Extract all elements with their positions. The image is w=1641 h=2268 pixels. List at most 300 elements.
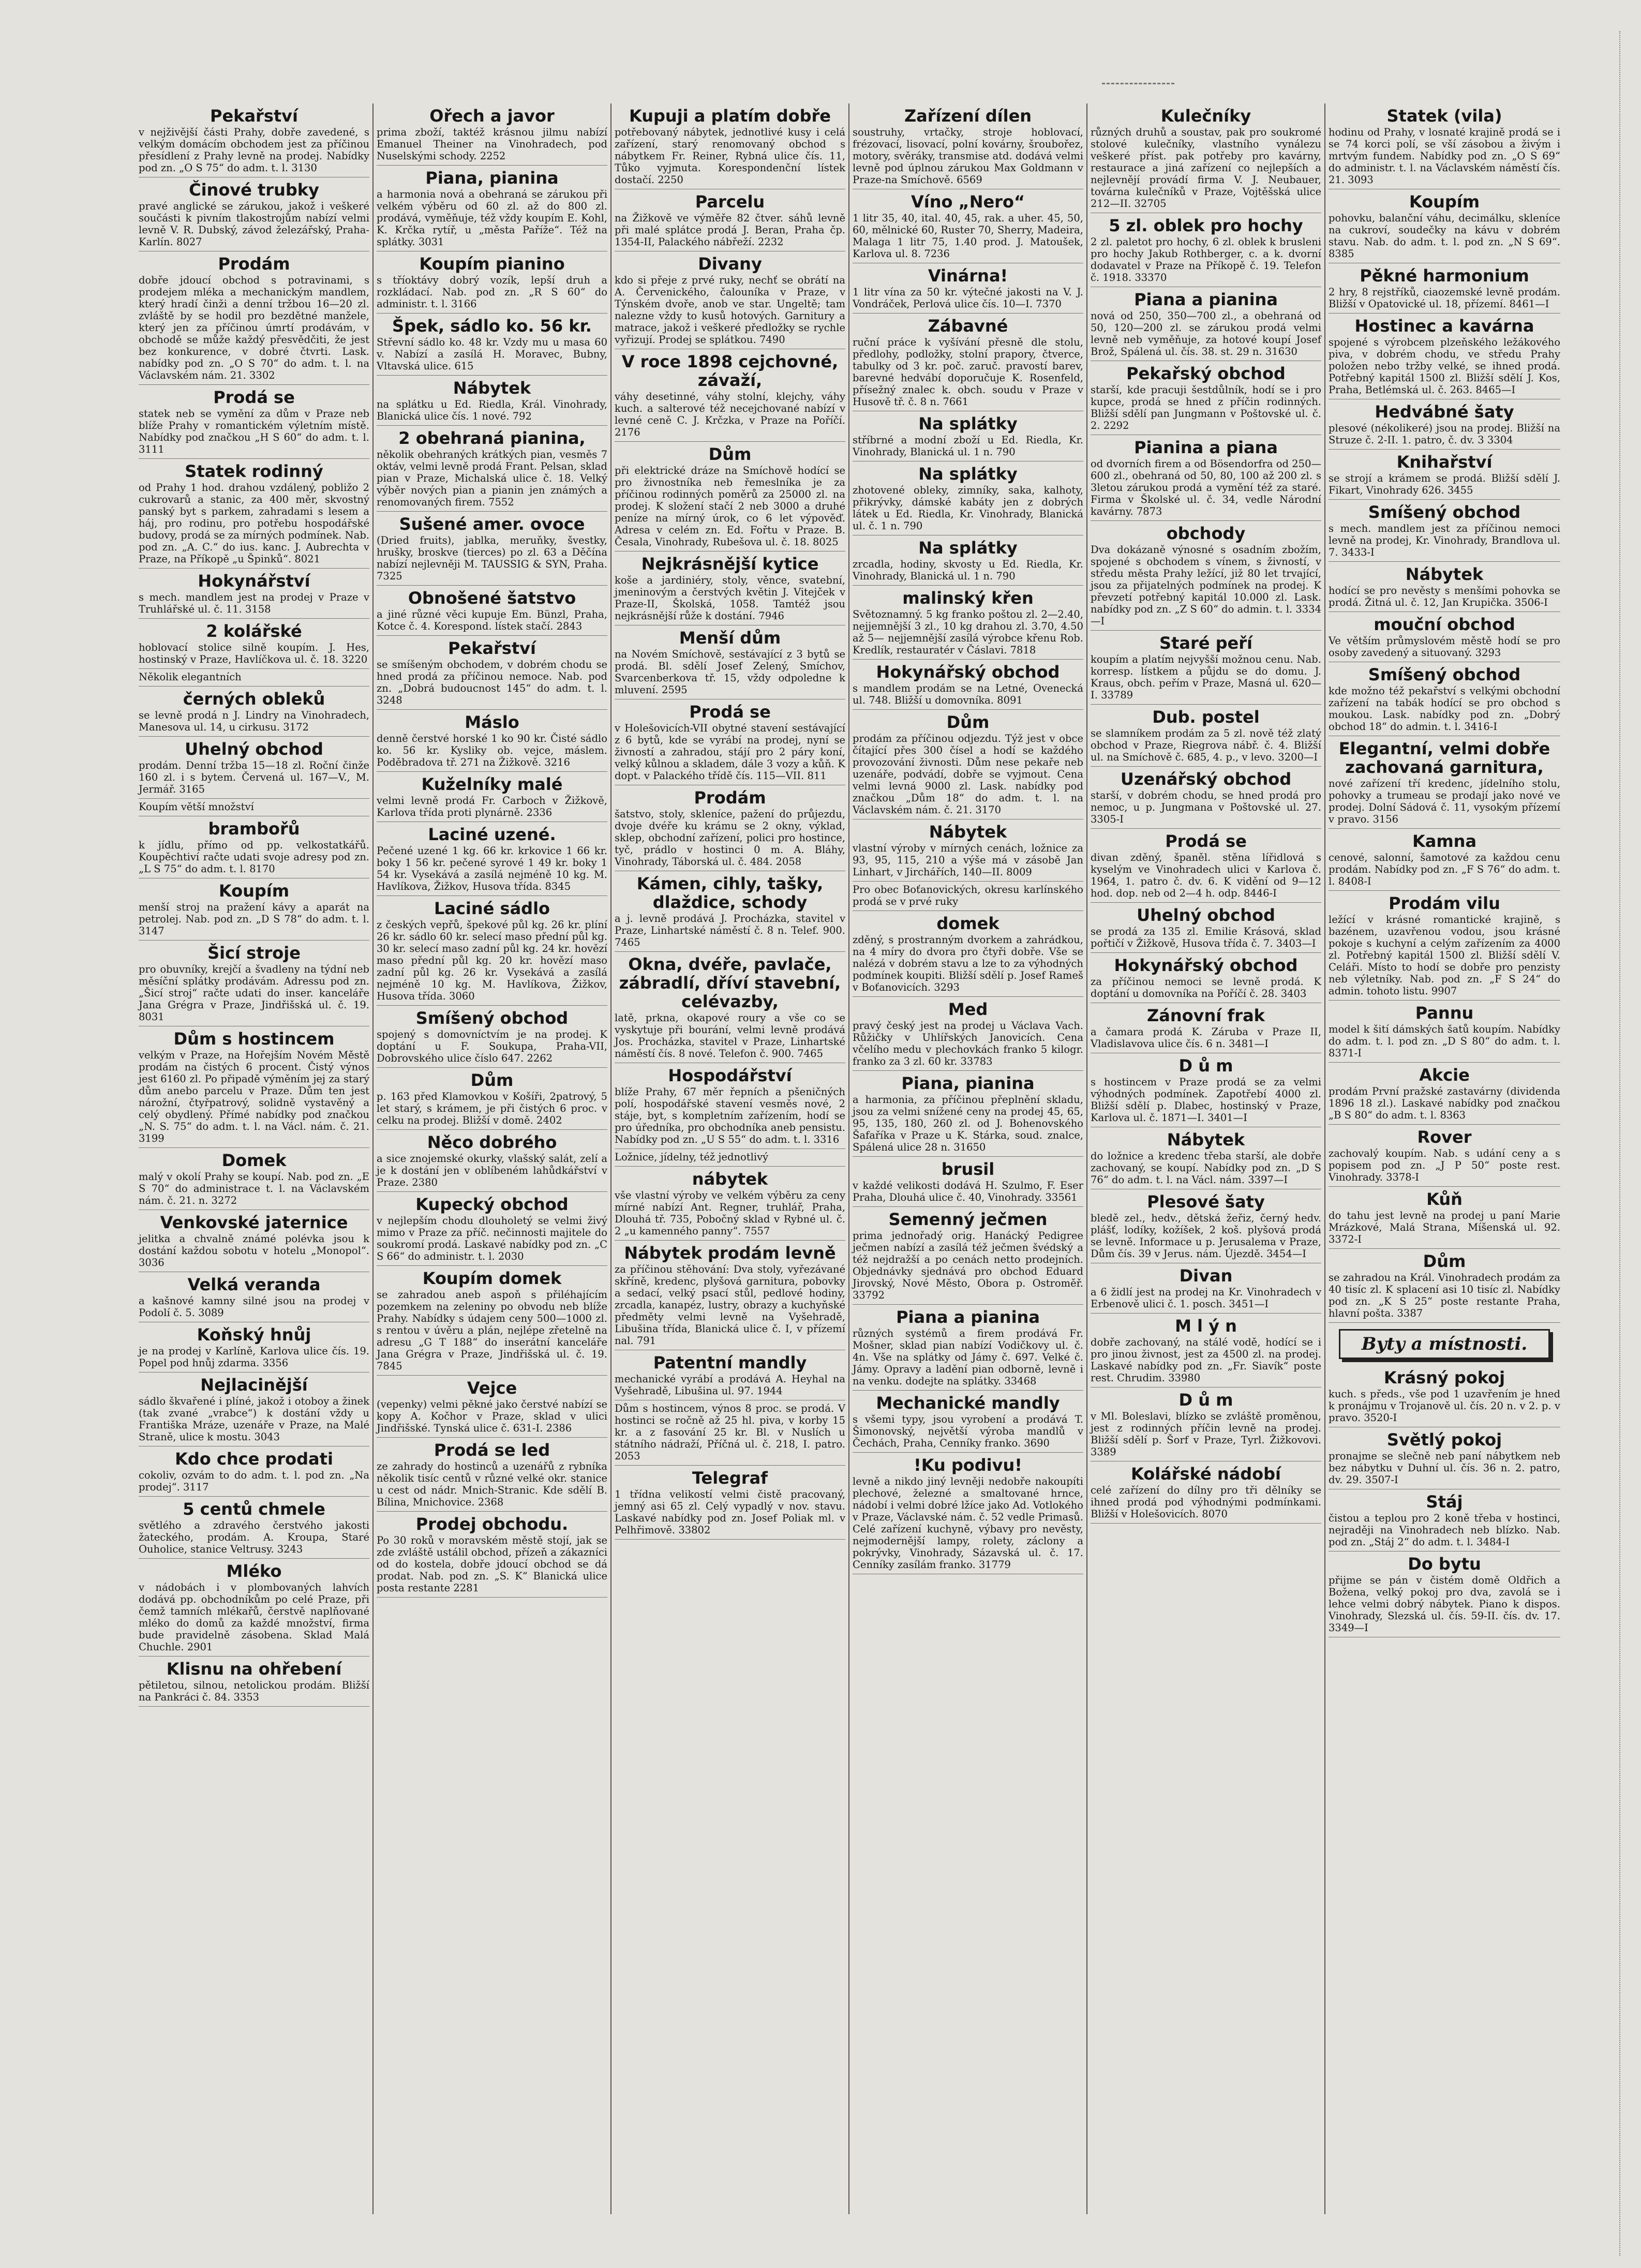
- ad-heading: 5 centů chmele: [183, 1499, 325, 1519]
- ad-heading: Staré peří: [1159, 633, 1252, 653]
- ad-heading: Špek, sádlo ko. 56 kr.: [392, 316, 592, 336]
- ad-heading: Koňský hnůj: [197, 1325, 311, 1345]
- ad-heading: Pekařský obchod: [1126, 364, 1286, 383]
- ad-text: velkým v Praze, na Hořejším Novém Městě prodám na čistých 6 procent. Čistý výnos jest 6160 zl. Po připadě výměním jej za starý dům anebo parcelu v Praze. Dům ten jest nárožní, čtyřpatrový, solidně vystavěný a celý obydlený. Přímé nabídky pod značkou „N. S. 75“ do adm. t. l. na Václ. nám. č. 21. 3199: [139, 1049, 369, 1144]
- classified-ad: [139, 1446, 369, 1497]
- ad-heading: Dům s hostincem: [173, 1029, 335, 1049]
- ad-text: nové zařízení tří kredenc, jídelního stolu, pohovky a trumeau se prodají jako nové ve prodej. Dolní Sádová č. 11, vysokým přízemí v pravo. 3156: [1329, 778, 1560, 825]
- ad-heading: Knihařství: [1396, 452, 1493, 472]
- classified-ad: [1091, 1127, 1321, 1189]
- ad-text: a sice znojemské okurky, vlašský salát, zelí a je k dostání jen v oblíbeném lahůdkářství v Praze. 2380: [377, 1153, 607, 1188]
- ad-heading: Laciné uzené.: [428, 825, 556, 844]
- ad-text: a j. levně prodává J. Procházka, stavitel v Praze, Linhartské náměstí č. 8 n. Telef. 900. 7465: [615, 913, 845, 948]
- ad-heading: Koupím: [218, 881, 290, 901]
- ad-heading: Dům: [708, 444, 752, 464]
- classified-ad: [615, 1167, 845, 1241]
- ad-heading: Nábytek: [929, 822, 1007, 842]
- ad-text: v nádobách i v plombovaných lahvích dodává pp. obchodníkům po celé Praze, při čemž tamních mlékařů, čerstvě naplňované mléko do domů za každé množství, firma bude pravidelně zásobena. Sklad Malá Chuchle. 2901: [139, 1581, 369, 1653]
- classified-ad: [853, 103, 1083, 189]
- classified-ad: [615, 1241, 845, 1350]
- ad-text: pro obuvníky, krejčí a švadleny na týdní neb měsíční splátky prodávám. Adressu pod zn. „Šicí stroj“ račte udati do inser. kanceláře Jana Grégra v Praze, Jindřišská ul. č. 19. 8031: [139, 963, 369, 1023]
- ad-text: do tahu jest levně na prodej u paní Marie Mrázkové, Malá Strana, Míšenská ul. 92. 3372-I: [1329, 1210, 1560, 1245]
- ad-heading: Divan: [1179, 1266, 1233, 1286]
- classified-ad: [1329, 1365, 1560, 1427]
- ad-text: potřebovaný nábytek, jednotlivé kusy i celá zařízení, starý renomovaný obchod s nábytkem Fr. Reiner, Rybná ulice čís. 11, Tůko vyjmuta. Korespondenční lístek dostačí. 2250: [615, 126, 845, 186]
- ad-text: Dva dokázaně výnosné s osadním zbožím, spojené s obchodem s vínem, s živností, v středu města Prahy ležící, již 80 let trvající, jsou za přijatelných podmínek na prodej. K převzetí potřebný kapitál 10.000 zl. Lask. nabídky pod zn. „Z S 60“ do admin. t. l. 3334—I: [1091, 544, 1321, 627]
- classified-ad: [1091, 213, 1321, 287]
- ad-text: za příčinou stěhování: Dva stoly, vyřezávané skříně, kredenc, plyšová garnitura, pobovky a sedací, velký psací stůl, pedlové hodiny, zrcadla, kanapéz, lustry, obrazy a kuchyňské předměty velmi levně na Vyšehradě, Libušina třída, Blanická ulice č. I, v přízemí nal. 791: [615, 1263, 845, 1347]
- ad-text: model k šití dámských šatů koupím. Nabídky do adm. t. l. pod zn. „D S 80“ do adm. t. l. 8371-I: [1329, 1023, 1560, 1059]
- classified-ad: [615, 952, 845, 1063]
- ad-text: se zahradou na Král. Vinohradech prodám za 40 tisíc zl. K splacení asi 10 tisíc zl. Nabídky pod zn. „K S 25“ poste restante Praha, hlavní pošta. 3387: [1329, 1272, 1560, 1319]
- ad-heading: Pekařství: [448, 638, 536, 658]
- ad-text: spojený s domovníctvím je na prodej. K doptání u F. Soukupa, Praha-VII, Dobrovského ulice číslo 647. 2262: [377, 1028, 607, 1064]
- ad-heading: Domek: [221, 1151, 287, 1170]
- classified-ad: [377, 772, 607, 822]
- ad-text: pohovku, balanční váhu, decimálku, skleníce na cukroví, soudečky na kávu v dobrém stavu. Nab. do adm. t. l. pod zn. „N S 69“. 8385: [1329, 212, 1560, 260]
- classified-ad: [1091, 521, 1321, 631]
- ad-text: (vepenky) velmi pěkné jako čerstvé nabízí se kopy A. Kočhor v Praze, sklad v ulici Jindřišské. Tynská ulice č. 631-I. 2386: [377, 1398, 607, 1434]
- ad-text: p. 163 před Klamovkou v Košíři, 2patrový, 5 let starý, s krámem, je při čistých 6 proc. v celku na prodej. Bližší v domě. 2402: [377, 1091, 607, 1126]
- ad-heading: malinský křen: [902, 588, 1034, 608]
- ad-heading: 2 obehraná pianina,: [398, 428, 586, 448]
- classified-ad: [1091, 903, 1321, 953]
- classified-ad: [377, 1376, 607, 1438]
- classified-ad: [853, 1207, 1083, 1305]
- classified-ad: [377, 1068, 607, 1130]
- ad-heading: Hokynářství: [198, 571, 310, 591]
- ad-text: nová od 250, 350—700 zl., a obehraná od 50, 120—200 zl. se zárukou prodá velmi levně neb vyměňuje, za hotové koupí Josef Brož, Spálená ul. čís. 38. st. 29 n. 31630: [1091, 310, 1321, 357]
- ad-text: od dvorních firem a od Bösendorfra od 250—600 zl., obehraná od 50, 80, 100 až 200 zl. s 3letou zárukou prodá a vymění též za staré. Firma v Školské ul. č. 34, vedle Národní kavárny. 7873: [1091, 458, 1321, 517]
- ad-text: přijme se pán v čistém domě Oldřich a Božena, velký pokoj pro dva, zavolá se i lehce velmi dobrý nábytek. Piano k dispos. Vinohrady, Slezská ul. čís. 59-II. čís. dv. 17. 3349—I: [1329, 1574, 1560, 1634]
- classified-ad: [853, 586, 1083, 660]
- ad-heading: Dům: [470, 1070, 514, 1090]
- ad-heading: Menší dům: [679, 628, 781, 648]
- ad-text: Ve větším průmyslovém městě hodí se pro osoby zavedený a situovaný. 3293: [1329, 635, 1560, 659]
- ad-heading: Obnošené šatstvo: [408, 588, 576, 608]
- column-5: [1087, 103, 1325, 2214]
- column-2: [374, 103, 611, 2214]
- ad-heading: Dům: [946, 712, 990, 732]
- classified-ad: [377, 586, 607, 636]
- classified-ad: [139, 1559, 369, 1657]
- ad-heading: Pěkné harmonium: [1360, 266, 1529, 286]
- ad-text: v nejživější části Prahy, dobře zavedené, s velkým domácím obchodem jest za příčinou přesídlení z Prahy levně na prodej. Nabídky pod zn. „O S 75“ do adm. t. l. 3130: [139, 126, 369, 174]
- classified-ad: [377, 166, 607, 251]
- classified-ad: [377, 1130, 607, 1192]
- ad-heading: Hokynářský obchod: [876, 662, 1060, 682]
- column-6: [1325, 103, 1563, 2214]
- classified-ad: [377, 822, 607, 896]
- ad-heading: Mechanické mandly: [876, 1393, 1060, 1413]
- ad-heading: Koupím domek: [422, 1269, 562, 1288]
- ad-heading: Med: [948, 999, 988, 1019]
- classified-ad: [139, 103, 369, 177]
- classified-ad: [139, 1372, 369, 1446]
- ad-heading: Světlý pokoj: [1386, 1430, 1502, 1450]
- ad-text: různých druhů a soustav, pak pro soukromé stolové kulečníky, vlastního vynálezu veškeré příst. pak potřeby pro kavárny, restaurace a jiná zařízení co nejlepších a nejlevnějí provádí firma V. J. Neubauer, továrna kulečníků v Praze, Vojtěšská ulice 212—II. 32705: [1091, 126, 1321, 210]
- ad-heading: Mléko: [226, 1561, 282, 1581]
- ad-heading: Uhelný obchod: [1137, 905, 1275, 925]
- ad-heading: Zábavné: [928, 316, 1008, 336]
- ad-heading: Na splátky: [918, 538, 1018, 558]
- classified-ad: [615, 785, 845, 871]
- classified-ad: [853, 710, 1083, 819]
- ad-text: Pro obec Boťanovických, okresu karlínského prodá se v prvé ruky: [853, 884, 1083, 907]
- ad-heading: Nejlacinější: [200, 1375, 308, 1395]
- classified-ad: [615, 551, 845, 625]
- ad-heading: D ů m: [1178, 1390, 1233, 1410]
- ad-text: se strojí a krámem se prodá. Bližší sdělí J. Fikart, Vinohrady 626. 3455: [1329, 472, 1560, 496]
- ad-heading: Hokynářský obchod: [1114, 956, 1298, 975]
- classified-ad: [853, 660, 1083, 710]
- ad-heading: Kuželníky malé: [421, 774, 563, 794]
- ad-text: s tříoktávy dobrý vozík, lepší druh a rozkládací. Nab. pod zn. „R S 60“ do administr. t. l. 3166: [377, 274, 607, 310]
- ad-text: s mech. mandlem jest za příčinou nemoci levně na prodej, Kr. Vinohrady, Brandlova ul. 7. 3433-I: [1329, 523, 1560, 558]
- classified-ad: [139, 1322, 369, 1372]
- ad-heading: Ořech a javor: [429, 106, 555, 126]
- ad-heading: Pannu: [1415, 1003, 1474, 1023]
- ad-text: malý v okolí Prahy se koupí. Nab. pod zn. „E S 70“ do administrace t. l. na Václavském nám. č. 21. n. 3272: [139, 1171, 369, 1206]
- ad-heading: Rover: [1417, 1127, 1472, 1147]
- ad-heading: Smíšený obchod: [1368, 502, 1521, 522]
- ad-heading: Prodá se: [213, 387, 295, 407]
- classified-ad: [1329, 1551, 1560, 1637]
- classified-ad: [615, 442, 845, 551]
- classified-ad: [853, 997, 1083, 1071]
- classified-ad: [139, 177, 369, 251]
- page-edge: [1619, 31, 1627, 2256]
- classified-ad: [615, 349, 845, 442]
- ad-text: Ložnice, jídelny, též jednotlivý: [615, 1151, 769, 1163]
- ad-text: levně a nikdo jiný levněji nedobře nakoupíti plechové, železné a smaltované hrnce, nádobí i velmi dobré lžíce jako Ad. Votlokého v Praze, Václavské nám. č. 52 vedle Primasů. Celé zařízení kuchyně, výbavy pro nevěsty, nejmodernější lampy, rolety, záclony a pokrývky, Vinohrady, Sázavská ul. č. 17. Cenníky zasílám franko. 31779: [853, 1475, 1083, 1571]
- ad-text: hodící se pro nevěsty s menšími pohovka se prodá. Žitná ul. č. 12, Jan Krupička. 3506-I: [1329, 585, 1560, 608]
- classified-ad: [1329, 450, 1560, 500]
- ad-text: 2 hry, 8 rejstříků, ciaozemské levně prodám. Bližší v Opatovické ul. 18, přízemí. 8461—I: [1329, 286, 1560, 310]
- classified-ad: [139, 687, 369, 737]
- ad-text: pravý český jest na prodej u Václava Vach. Růžičky v Uhlířských Janovicích. Cena včelího medu v plechovkách franko 5 kilogr. franko za 3 zl. 60 kr. 33783: [853, 1020, 1083, 1067]
- classified-ad: [1091, 705, 1321, 767]
- ad-heading: Prodám: [218, 254, 290, 274]
- ad-heading: Elegantní, velmi dobře zachovaná garnitura,: [1338, 739, 1550, 777]
- ad-heading: Venkovské jaternice: [160, 1213, 348, 1232]
- classified-ad: [139, 941, 369, 1026]
- classified-ad: [853, 263, 1083, 314]
- classified-ad: [139, 619, 369, 669]
- classified-ad: [615, 625, 845, 699]
- ad-heading: Kupecký obchod: [415, 1195, 569, 1214]
- ad-text: 1 třídna velikostí velmi čistě pracovaný, jemný asi 65 zl. Celý vypadlý v nov. stavu. Laskavé nabídky pod zn. Josef Poliak ml. v Pelhřimově. 33802: [615, 1488, 845, 1536]
- ad-text: a harmonia, za příčinou přeplnění skladu, jsou za velmi snížené ceny na prodej 45, 65, 95, 135, 180, 260 zl. od J. Bohenovského Šafaříka v Praze u K. Stárka, soud. znalce, Spálená ulice 28 n. 31650: [853, 1094, 1083, 1153]
- ad-heading: Zánovní frak: [1147, 1006, 1265, 1025]
- ad-text: prodám První pražské zastavárny (dividenda 1896 18 zl.). Laskavé nabídky pod značkou „B S 80“ do adm. t. l. 8363: [1329, 1085, 1560, 1121]
- classified-ad: [139, 1026, 369, 1148]
- ad-text: (Dried fruits), jablka, meruňky, švestky, hrušky, broskve (tierces) po zl. 63 a Děčína nabízí nejlevněji M. TAUSSIG & SYN, Praha. 7325: [377, 534, 607, 582]
- ad-text: 2 zl. paletot pro hochy, 6 zl. oblek k brusleni pro hochy Jakub Rothberger, c. a k. dvorní dodavatel v Praze na Příkopě č. 19. Telefon č. 1918. 33370: [1091, 236, 1321, 284]
- classified-ad: [1329, 1125, 1560, 1187]
- classified-ad: [1091, 953, 1321, 1003]
- classified-ad: [1091, 1263, 1321, 1314]
- ad-text: spojené s výrobcem plzeňského ležákového piva, v dobrém chodu, ve středu Prahy položen nebo tržby velké, se ihned prodá. Potřebný kapitál 1500 zl. Bližší sdělí J. Kos, Praha, Betlémská ul. č. 263. 8465—I: [1329, 336, 1560, 396]
- ad-text: váhy desetinné, váhy stolní, klejchy, váhy kuch. a salterové též necejchované nabízí v levné ceně C. J. Krčzka, v Praze na Poříčí. 2176: [615, 391, 845, 438]
- ad-text: starší, kde pracuji šestdůlník, hodí se i pro kupce, prodá se hned z příčin rodinných. Bližší sdělí pan Jungmann v Poštovské ul. č. 2. 2292: [1091, 384, 1321, 431]
- ad-heading: Hospodářství: [668, 1066, 792, 1085]
- ad-text: hodinu od Prahy, v losnaté krajině prodá se i se 74 korci polí, se vší zásobou a živým i mrtvým fundem. Nabídky pod zn. „O S 69“ do administr. t. l. na Václavském náměstí čís. 21. 3093: [1329, 126, 1560, 186]
- classified-ad: [1091, 1189, 1321, 1263]
- classified-ad: [139, 251, 369, 385]
- classified-ad: [1329, 1187, 1560, 1249]
- classified-ad: [615, 103, 845, 189]
- classified-ad: [1329, 662, 1560, 736]
- ad-text: se zahradou aneb aspoň s přiléhajícím pozemkem na zeleniny po obvodu neb blíže Prahy. Nabídky s údajem ceny 500—1000 zl. s rentou v úvěru a plán, nejlépe zřetelně na adresu „G T 188“ do inserátní kanceláře Jana Grégra v Praze, Jindřišská ul. č. 19. 7845: [377, 1289, 607, 1372]
- ad-text: 1 litr 35, 40, ital. 40, 45, rak. a uher. 45, 50, 60, mělnické 60, Ruster 70, Sherry, Madeira, Malaga 1 litr 75, 1.40 prod. J. Matoušek, Karlova ul. 8. 7236: [853, 212, 1083, 260]
- ad-text: vše vlastní výroby ve velkém výběru za ceny mírné nabízí Ant. Regner, truhlář, Praha, Dlouhá tř. 735, Pobočný sklad v Rybné ul. č. 2 „u kamenného panny“. 7557: [615, 1189, 845, 1237]
- classified-ad: [853, 411, 1083, 461]
- classified-ad: [853, 1391, 1083, 1453]
- ad-text: na Žižkově ve výměře 82 čtver. sáhů levně při malé splátce prodá J. Beran, Praha čp. 1354-II, Palackého nábřeží. 2232: [615, 212, 845, 248]
- ad-heading: nábytek: [692, 1169, 768, 1189]
- ad-heading: Klisnu na ohřebení: [166, 1659, 342, 1679]
- classified-ad: [1091, 361, 1321, 435]
- classified-ad: [1329, 736, 1560, 829]
- ad-heading: Nábytek: [1405, 564, 1484, 584]
- classified-ad: [139, 1497, 369, 1559]
- ad-text: 1 litr vína za 50 kr. výtečné jakosti na V. J. Vondráček, Perlová ulice čís. 10—I. 7370: [853, 286, 1083, 310]
- ad-text: bledě zel., hedv., dětská žeřiz, černý hedv. plášť, lodíky, kožíšek, 2 koš. plyšová prodá se levně. Informace u p. Jerusalema v Praze, Dům čís. 39 v Jerus. nám. Újezdě. 3454—I: [1091, 1212, 1321, 1260]
- ad-text: Po 30 roků v moravském městě stojí, jak se zde zvláště ustálil obchod, přízeň a zákazníci od do kostela, dobře jdoucí obchod se dá prodat. Nab. pod zn. „S. K“ Blanická ulice posta restante 2281: [377, 1534, 607, 1594]
- classified-ad: [1091, 435, 1321, 521]
- ad-text: se slamníkem prodám za 5 zl. nově též zlatý obchod v Praze, Riegrova nábř. č. 4. Bližší ul. na Smíchově č. 685, 4. p., v levo. 3200—I: [1091, 727, 1321, 763]
- classified-ad: [377, 1192, 607, 1266]
- classified-ad: [139, 737, 369, 799]
- ad-text: vlastní výroby v mírných cenách, ložnice za 93, 95, 115, 210 a výše má v zásobě Jan Linhart, v Jirchářích, 140—II. 8009: [853, 842, 1083, 878]
- column-4: [849, 103, 1087, 2214]
- classified-ad: [139, 1657, 369, 1707]
- ad-text: zděný, s prostranným dvorkem a zahrádkou, na 4 míry do dvora pro čtyři dobře. Vše se nalézá v dobrém stavu a lze to za výhodných podmínek koupiti. Bližší sdělí p. Josef Rameš v Boťanovicích. 3293: [853, 934, 1083, 993]
- ad-text: zrcadla, hodiny, skvosty u Ed. Riedla, Kr. Vinohrady, Blanická ul. 1 n. 790: [853, 558, 1083, 582]
- ad-heading: brambořů: [208, 819, 300, 839]
- ad-heading: Víno „Nero“: [911, 192, 1025, 212]
- ad-heading: Vinárna!: [928, 266, 1008, 286]
- ad-heading: Prodám: [694, 788, 766, 808]
- ad-heading: Laciné sádlo: [434, 899, 550, 918]
- ad-text: v Ml. Boleslavi, blízko se zvláště proměnou, jest z rodinných příčin levně na prodej. Bližší sdělí p. Šorf v Praze, Tyrl. Žižkovovi. 3389: [1091, 1410, 1321, 1458]
- classified-ad: [1329, 1427, 1560, 1489]
- classified-ad: [377, 103, 607, 166]
- classified-ad: [1091, 103, 1321, 213]
- ad-text: stříbrné a modní zboží u Ed. Riedla, Kr. Vinohrady, Blanická ul. 1 n. 790: [853, 434, 1083, 458]
- ad-text: denně čerstvé horské 1 ko 90 kr. Čisté sádlo ko. 56 kr. Kysliky ob. vejce, máslem. Poděbradova tř. 271 na Žižkově. 3216: [377, 733, 607, 768]
- classified-ad: [1329, 103, 1560, 189]
- classified-ad: [1329, 1001, 1560, 1063]
- ad-text: sádlo škvařené i plíné, jakož i otoboy a žinek (tak zvané „vrabce“) k dostání vždy u Františka Mráze, uzenáře v Praze, na Malé Straně, ulice k mostu. 3043: [139, 1395, 369, 1443]
- ad-heading: Vejce: [467, 1378, 517, 1398]
- ad-text: se levně prodá n J. Lindry na Vinohradech, Manesova ul. 14, u cirkusu. 3172: [139, 709, 369, 733]
- ad-text: cenové, salonní, šamotové za každou cenu prodám. Nabídky pod zn. „F S 76“ do adm. t. l. 8408-I: [1329, 852, 1560, 887]
- classified-ad: [139, 799, 369, 816]
- ad-text: ze zahrady do hostinců a uzenářů z rybníka několik tisíc centů v různé velké okr. stanice u cest od nádr. Mnich-Stranic. Kde sdělí B. Bílina, Mnichovice. 2368: [377, 1460, 607, 1508]
- classified-ad: [1091, 1461, 1321, 1524]
- ad-text: a kašnové kamny silné jsou na prodej v Podolí č. 5. 3089: [139, 1295, 369, 1319]
- ad-text: mechanické vyrábí a prodává A. Heyhal na Vyšehradě, Libušina ul. 97. 1944: [615, 1373, 845, 1397]
- ad-heading: Velká veranda: [187, 1275, 321, 1294]
- ad-heading: !Ku podivu!: [914, 1455, 1022, 1475]
- ad-heading: Piana, pianina: [425, 168, 559, 188]
- ad-heading: Telegraf: [692, 1468, 768, 1488]
- ad-heading: Koupím: [1409, 192, 1480, 212]
- classified-ad: [1091, 631, 1321, 705]
- ad-heading: Koupím pianino: [419, 254, 565, 274]
- ad-text: několik obehraných krátkých pian, vesměs 7 oktáv, velmi levně prodá Frant. Pelsan, sklad pian v Praze, Michalská ulice č. 18. Velký výběr nových pian a pianin jen známých a renomovaných firem. 7552: [377, 449, 607, 508]
- classified-ad: [853, 882, 1083, 911]
- ad-heading: mouční obchod: [1374, 615, 1515, 634]
- classified-ad: [1329, 1489, 1560, 1551]
- ad-heading: 5 zl. oblek pro hochy: [1109, 216, 1303, 235]
- ad-heading: Divany: [698, 254, 762, 274]
- classified-ad: [1091, 1053, 1321, 1127]
- ad-text: jelitka a chvalně známé polévka jsou k dostání každou sobotu v hotelu „Monopol“. 3036: [139, 1233, 369, 1269]
- ad-text: statek neb se vymění za dům v Praze neb blíže Prahy v romantickém výletním místě. Nabídky pod značkou „H S 60“ do adm. t. l. 3111: [139, 408, 369, 455]
- ad-heading: Šicí stroje: [207, 943, 301, 963]
- ad-text: blíže Prahy, 67 měr řepních a pšeničných polí, hospodářské stavení vesměs nové, 2 stáje, byt, s kompletním zařízením, hodí se pro úředníka, pro obchodníka aneb pensistu. Nabídky pod zn. „U S 55“ do adm. t. l. 3316: [615, 1086, 845, 1145]
- ad-text: prodám. Denní tržba 15—18 zl. Roční činže 160 zl. i s bytem. Červená ul. 167—V., M. Jermář. 3165: [139, 759, 369, 795]
- classified-ad: [1329, 500, 1560, 562]
- ad-text: na splátku u Ed. Riedla, Král. Vinohrady, Blanická ulice čís. 1 nové. 792: [377, 398, 607, 422]
- classified-ad: [1329, 399, 1560, 450]
- classified-ad: [377, 426, 607, 512]
- ad-text: Střevní sádlo ko. 48 kr. Vzdy mu u masa 60 v. Nabízí a zasílá H. Moravec, Bubny, Vltavská ulice. 615: [377, 336, 607, 372]
- ad-heading: Prodá se: [689, 702, 771, 722]
- ad-text: zhotovené obleky, zimníky, saka, kalhoty, přikrývky, dámské kabáty jen z dobrých látek u Ed. Riedla, Kr. Vinohrady, Blanická ul. č. 1 n. 790: [853, 484, 1083, 532]
- ad-heading: Do bytu: [1408, 1554, 1481, 1574]
- classified-ad: [139, 878, 369, 941]
- classified-ad: [377, 1006, 607, 1068]
- ad-heading: Parcelu: [695, 192, 765, 212]
- top-rule: [1102, 83, 1174, 87]
- ad-heading: Piana, pianina: [901, 1073, 1035, 1093]
- ad-text: v Holešovicích-VII obytné stavení sestávající z 6 bytů, kde se vyrábí na prodej, nyní se živností a zahradou, stájí pro 2 páry koní, velký kůlnou a skladem, dále 3 vozy a kůň. K dopt. v Palackého třídě čís. 115—VII. 811: [615, 722, 845, 782]
- classified-ad: [377, 1438, 607, 1512]
- ad-heading: Uzenářský obchod: [1120, 769, 1292, 789]
- ad-text: na Novém Smíchově, sestávající z 3 bytů se prodá. Bl. sdělí Josef Zelený, Smíchov, Svarcenberkova tř. 15, vždy odpoledne k mluvení. 2595: [615, 648, 845, 696]
- ad-text: Dům s hostincem, výnos 8 proc. se prodá. V hostinci se ročně až 25 hl. piva, v korby 15 kr. a z fasování 25 kr. Bl. v Nuslích u státního nádraží, Příčná ul. č. 218, I. patro. 2053: [615, 1402, 845, 1462]
- ad-heading: Patentní mandly: [653, 1353, 807, 1372]
- ad-heading: Nábytek: [1167, 1130, 1245, 1150]
- ad-text: k jídlu, přímo od pp. velkostatkářů. Koupěchtiví račte udati svoje adresy pod zn. „L S 75“ do adm. t. l. 8170: [139, 839, 369, 875]
- ad-text: latě, prkna, okapové roury a vše co se vyskytuje při bourání, velmi levně prodává Jos. Procházka, stavitel v Praze, Linhartské náměstí čís. 8 nové. Telefon č. 900. 7465: [615, 1012, 845, 1060]
- classified-ad: [1329, 189, 1560, 263]
- ad-text: plesové (nékolikeré) jsou na prodej. Bližší na Struze č. 2-II. 1. patro, č. dv. 3 3304: [1329, 422, 1560, 446]
- classified-ad: [377, 896, 607, 1006]
- ad-heading: Prodá se led: [434, 1440, 550, 1460]
- classified-ad: [1329, 562, 1560, 612]
- classified-ad: [1329, 612, 1560, 662]
- ad-text: dobře jdoucí obchod s potravinami, s prodejem mléka a mechanickým mandlem, který hradí činži a denní tržbou 16—20 zl. zvláště by se hodil pro bezdětné manžele, který jen za příčinou úmrtí prodávám, v obchodě se může každý přesvědčiti, že jest bez konkurence, v dobré čtvrti. Lask. nabídky pod zn. „O S 70“ do adm. t. l. na Václavském nám. 21. 3302: [139, 274, 369, 381]
- classified-ad: [1329, 1249, 1560, 1323]
- ad-text: ležící v krásné romantické krajině, s bazénem, uzavřenou vodou, jsou krásné pokoje s kuchyní a celým zařízením za 4000 zl. Potřebný kapitál 1500 zl. Bližší sdělí V. Celáři. Místo to hodí se dobře pro penzisty neb výletníky. Nab. pod zn. „F S 24“ do admin. tohoto listu. 9907: [1329, 914, 1560, 997]
- ad-heading: Smíšený obchod: [415, 1008, 569, 1028]
- ad-heading: Uhelný obchod: [185, 739, 323, 759]
- ad-text: v každé velikosti dodává H. Szulmo, F. Eser Praha, Dlouhá ulice č. 40, Vinohrady. 33561: [853, 1180, 1083, 1203]
- ad-text: v nejlepším chodu dlouholetý se velmi živý mimo v Praze za příč. nečinnosti majitele do soukromí prodá. Laskavé nabídky pod zn. „C S 66“ do administr. t. l. 2030: [377, 1215, 607, 1262]
- classified-ad: [139, 459, 369, 569]
- ad-text: s hostincem v Praze prodá se za velmi výhodných podmínek. Zapotřebí 4000 zl. Bližší sdělí p. Dlabec, hostinský v Praze, Karlova ul. č. 1871—I. 3401—I: [1091, 1076, 1321, 1124]
- ad-heading: Sušené amer. ovoce: [399, 514, 585, 534]
- ad-text: světlého a zdravého čerstvého jakosti žateckého, prodám. A. Kroupa, Staré Ouholice, stanice Veltrusy. 3243: [139, 1519, 369, 1555]
- classified-ad: [1091, 1003, 1321, 1053]
- ad-heading: Nejkrásnější kytice: [641, 554, 819, 574]
- ad-text: se smíšeným obchodem, v dobrém chodu se hned prodá za příčinou nemoce. Nab. pod zn. „Dobrá budoucnost 145“ do adm. t. l. 3248: [377, 659, 607, 706]
- ad-heading: Hedvábné šaty: [1375, 402, 1514, 422]
- classified-ad: [139, 816, 369, 878]
- ad-text: menší stroj na pražení kávy a aparát na petrolej. Nab. pod zn. „D S 78“ do adm. t. l. 3147: [139, 901, 369, 937]
- ad-heading: Prodám vilu: [1389, 893, 1500, 913]
- ad-heading: Stáj: [1426, 1492, 1463, 1512]
- classified-ad: [377, 710, 607, 772]
- column-1: [136, 103, 374, 2214]
- ad-text: pravé anglické se zárukou, jakož i veškeré součásti k pivním tlakostrojům nabízí velmi levně V. R. Dubský, závod železářský, Praha-Karlín. 8027: [139, 200, 369, 248]
- ad-heading: Pianina a piana: [1134, 438, 1278, 457]
- ad-heading: Kůň: [1426, 1189, 1463, 1209]
- classified-ad: [853, 314, 1083, 411]
- classified-ad: [615, 699, 845, 785]
- ad-heading: Prodej obchodu.: [415, 1514, 569, 1534]
- ad-text: z českých vepřů, špekové půl kg. 26 kr. plíní 26 kr. sádlo 60 kr. selecí maso přední půl kg. 30 kr. selecí maso zadní půl kg. 24 kr. hovězí maso přední půl kg. 20 kr. hovězí maso zadní půl kg. 26 kr. Vysekává a zasílá nejméně 10 kg. M. Havlíkova, Žižkov, Husova třída. 3060: [377, 919, 607, 1002]
- ad-heading: Dům: [1423, 1251, 1466, 1271]
- ad-text: hoblovací stolice silně koupím. J. Hes, hostinský v Praze, Havlíčkova ul. č. 18. 3220: [139, 641, 369, 665]
- ad-text: dobře zachovaný, na stálé vodě, hodící se i pro jinou živnost, jest za 4500 zl. na prodej. Laskavé nabídky pod zn. „Fr. Siavík“ poste rest. Chrudim. 33980: [1091, 1336, 1321, 1384]
- classified-ad: [615, 189, 845, 251]
- classified-ad: [853, 461, 1083, 535]
- ad-heading: Nábytek: [453, 378, 531, 398]
- classified-ad: [615, 1149, 845, 1167]
- ad-text: kde možno též pekařství s velkými obchodní zařízení na tabák hodící se pro obchod s moukou. Lask. nabídky pod zn. „Dobrý obchod 18“ do admin. t. l. 3416-I: [1329, 685, 1560, 733]
- classified-ad: [377, 636, 607, 710]
- classified-ad: [853, 1157, 1083, 1207]
- classified-ad: [139, 569, 369, 619]
- classified-columns: [136, 103, 1563, 2214]
- ad-heading: Kulečníky: [1160, 106, 1251, 126]
- ad-text: zachovalý koupím. Nab. s udání ceny a s popisem pod zn. „J P 50“ poste rest. Vinohrady. 3378-I: [1329, 1147, 1560, 1183]
- classified-ad: [615, 1350, 845, 1400]
- ad-heading: domek: [936, 914, 999, 933]
- ad-heading: Kdo chce prodati: [175, 1449, 333, 1469]
- ad-heading: Kámen, cihly, tašky, dlaždice, schody: [636, 874, 824, 912]
- ad-heading: Kolářské nádobí: [1130, 1464, 1281, 1484]
- ad-text: kuch. s předs., vše pod 1 uzavřením je hned k pronájmu v Trojanově ul. čís. 20 n. v 2. p. v pravo. 3520-I: [1329, 1388, 1560, 1424]
- ad-heading: Máslo: [465, 712, 519, 732]
- ad-heading: Zařízení dílen: [904, 106, 1032, 126]
- ad-heading: Krásný pokoj: [1383, 1368, 1505, 1387]
- classified-ad: [853, 535, 1083, 586]
- classified-ad: [1091, 829, 1321, 903]
- ad-heading: Prodá se: [1165, 831, 1247, 851]
- classified-ad: [853, 1453, 1083, 1574]
- ad-heading: 2 kolářské: [206, 621, 302, 641]
- ad-text: pětiletou, silnou, netolickou prodám. Bližší na Pankráci č. 84. 3353: [139, 1679, 369, 1703]
- classified-ad: [615, 251, 845, 349]
- ad-text: koše a jardiniéry, stoly, věnce, svatební, jmeninovým a čerstvých květin J. Vitejček v Praze-II, Školská, 1058. Tamtéž jsou nejkrásnější růže k dostání. 7946: [615, 574, 845, 622]
- ad-text: Světoznamný. 5 kg franko poštou zl. 2—2.40, nejjemnější 3 zl., 10 kg drahou zl. 3.70, 4.50 až 5— nejjemnější zasílá výrobce křenu Rob. Kredlík, restauratér v Čáslavi. 7818: [853, 608, 1083, 656]
- ad-heading: Semenný ječmen: [888, 1210, 1048, 1229]
- ad-heading: Okna, dvéře, pavlače, zábradlí, dříví stavební, celévazby,: [619, 954, 841, 1011]
- ad-text: od Prahy 1 hod. drahou vzdálený, pobližo 2 cukrovarů a stanic, za 400 měr, skvostný panský byt s parkem, zahradami s lesem a háj, pro rodinu, pro potřebu hospodářské budovy, prodá se za mírných podmínek. Nab. pod zn. „A. C.“ do ius. kanc. J. Aubrechta v Praze, na Příkopě „u Špinků“. 8021: [139, 482, 369, 565]
- ad-heading: Pekařství: [210, 106, 298, 126]
- ad-text: pronajme se slečně neb paní nábytkem neb bez nábytku v Duhní ul. čís. 36 n. 2. patro, dv. 29. 3507-I: [1329, 1450, 1560, 1486]
- ad-text: šatstvo, stoly, skleníce, pažení do průjezdu, dvoje dvéře ku krámu se 2 okny, výklad, sklep, obchodní zařízení, polici pro hostince, tyč, prádlo v hostinci 0 m. A. Bláhy, Vinohrady, Táborská ul. č. 484. 2058: [615, 808, 845, 868]
- classified-ad: [615, 1063, 845, 1149]
- ad-heading: Statek (vila): [1386, 106, 1502, 126]
